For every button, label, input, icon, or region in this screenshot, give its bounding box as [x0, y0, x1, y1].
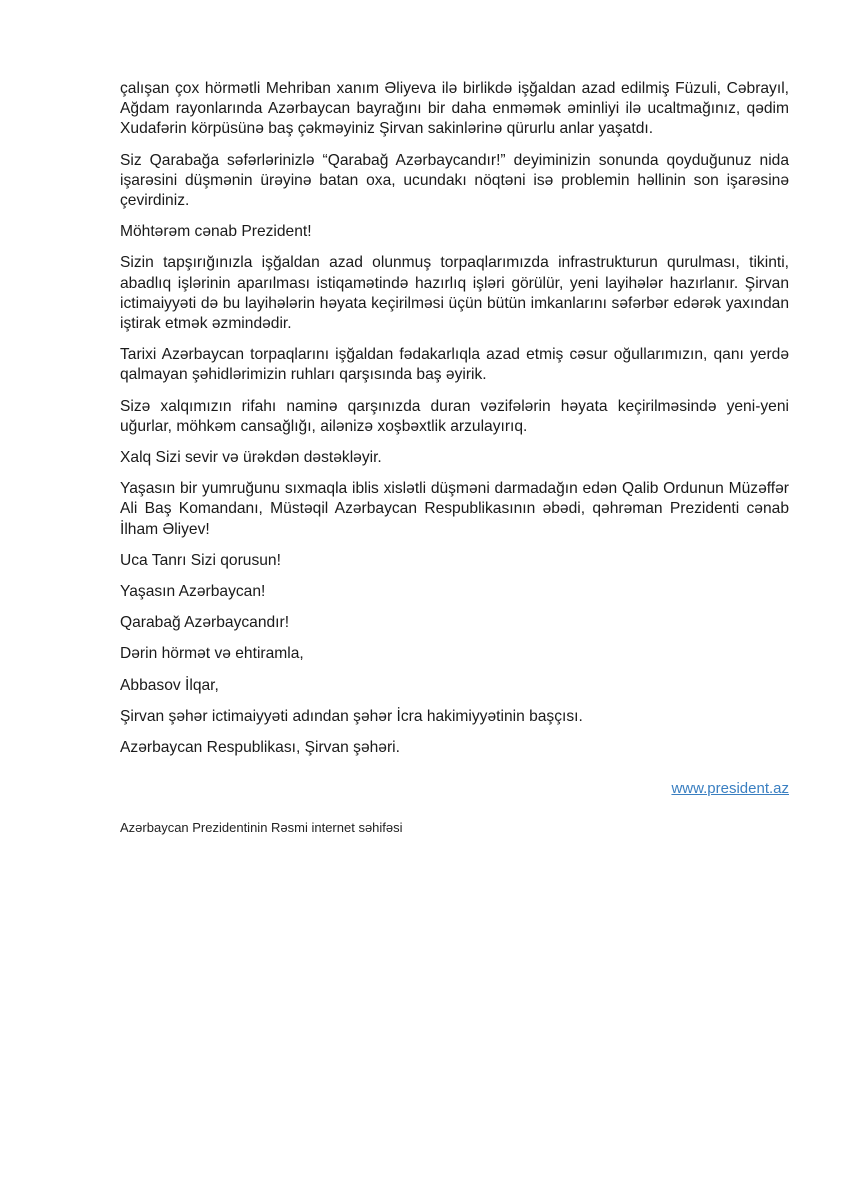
signer-location: Azərbaycan Respublikası, Şirvan şəhəri. — [120, 739, 400, 757]
document-page — [120, 79, 789, 837]
paragraph-2: Siz Qarabağa səfərlərinizlə “Qarabağ Azərbaycandır!” deyiminizin sonunda qoyduğunuz nida işarəsini düşmənin ürəyinə batan oxa, ucundakı nöqtəni isə problemin həllinin son işarəsinə çevirdiniz. — [120, 151, 789, 210]
closing-line-3: Qarabağ Azərbaycandır! — [120, 614, 290, 632]
closing-regards: Dərin hörmət və ehtiramla, — [120, 645, 304, 663]
paragraph-3: Sizin tapşırığınızla işğaldan azad olunmuş torpaqlarımızda infrastrukturun qurulması, tikinti, abadlıq işlərinin aparılması istiqamətində hazırlıq işləri görülür, yeni layihələr hazırlanır. Şirvan ictimaiyyəti də bu layihələrin həyata keçirilməsi üçün bütün imkanlarını səfərbər edərək yaxından iştirak etmək əzmindədir. — [120, 254, 789, 333]
paragraph-4: Tarixi Azərbaycan torpaqlarını işğaldan fədakarlıqla azad etmiş cəsur oğullarımızın, qanı yerdə qalmayan şəhidlərimizin ruhları qarşısında baş əyirik. — [120, 346, 789, 384]
footer-note: Azərbaycan Prezidentinin Rəsmi internet səhifəsi — [120, 820, 403, 836]
paragraph-6: Xalq Sizi sevir və ürəkdən dəstəkləyir. — [120, 449, 382, 467]
closing-line-2: Yaşasın Azərbaycan! — [120, 583, 266, 601]
source-link[interactable]: www.president.az — [671, 780, 789, 798]
paragraph-1: çalışan çox hörmətli Mehriban xanım Əliyeva ilə birlikdə işğaldan azad edilmiş Füzuli, Cəbrayıl, Ağdam rayonlarında Azərbaycan bayrağını bir daha enməmək əminliyi ilə ucaltmağınız, qədim Xudafərin körpüsünə baş çəkməyiniz Şirvan sakinlərinə qürurlu anlar yaşatdı. — [120, 80, 789, 138]
closing-line-1: Uca Tanrı Sizi qorusun! — [120, 551, 281, 569]
paragraph-7: Yaşasın bir yumruğunu sıxmaqla iblis xislətli düşməni darmadağın edən Qalib Ordunun Müzəffər Ali Baş Komandanı, Müstəqil Azərbaycan Respublikasının əbədi, qəhrəman Prezidenti cənab İlham Əliyev! — [120, 480, 789, 538]
paragraph-5: Sizə xalqımızın rifahı naminə qarşınızda duran vəzifələrin həyata keçirilməsində yeni-yeni uğurlar, möhkəm cansağlığı, ailənizə xoşbəxtlik arzulayırıq. — [120, 397, 789, 435]
salutation: Möhtərəm cənab Prezident! — [120, 223, 312, 241]
signer-title: Şirvan şəhər ictimaiyyəti adından şəhər İcra hakimiyyətinin başçısı. — [120, 707, 583, 725]
signer-name: Abbasov İlqar, — [120, 676, 219, 694]
